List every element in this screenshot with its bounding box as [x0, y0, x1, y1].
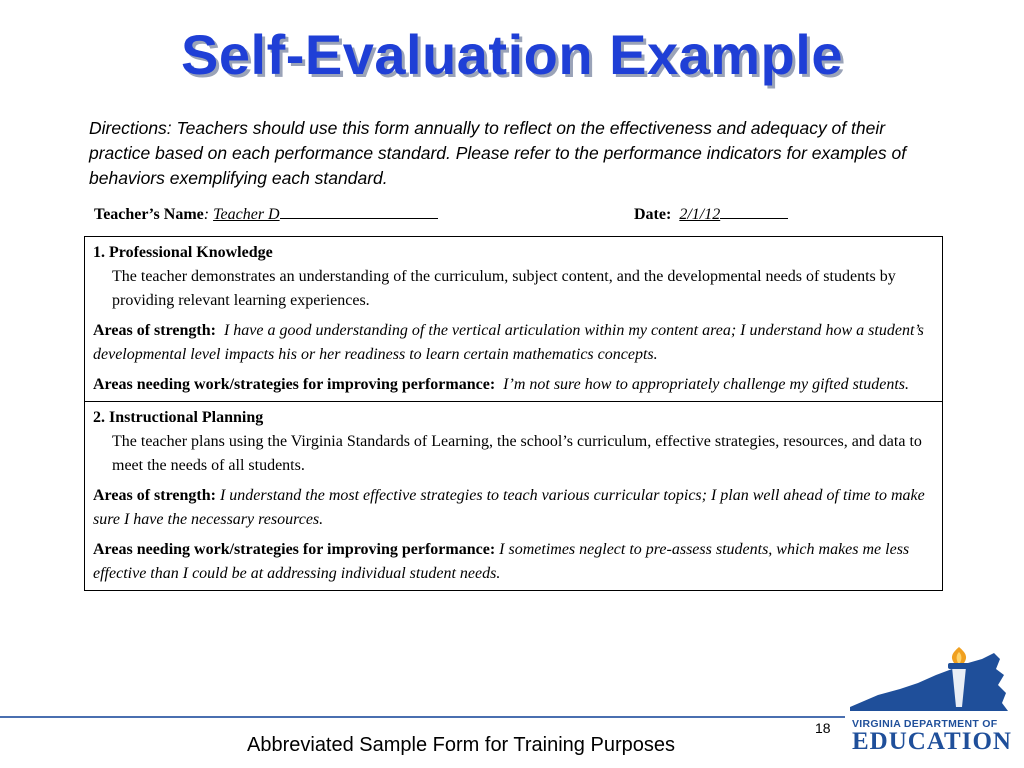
footer-rule — [0, 716, 845, 718]
directions-text: Directions: Teachers should use this form annually to reflect on the effectiveness and adequacy of their practice based on each performance standard. Please refer to the performance indicators for examples of behaviors exemplifying each standard. — [89, 118, 907, 188]
section-description: The teacher plans using the Virginia Standards of Learning, the school’s curriculum, effective strategies, resources, and data to meet the needs of all students. — [112, 433, 922, 474]
teacher-name-label: Teacher’s Name — [94, 206, 204, 223]
strength-label: Areas of strength: — [93, 322, 216, 339]
section-title: 2. Instructional Planning — [93, 409, 264, 426]
section-professional-knowledge — [85, 237, 942, 401]
section-description: The teacher demonstrates an understanding of the curriculum, subject content, and the developmental needs of students by providing relevant learning experiences. — [112, 268, 896, 309]
section-instructional-planning — [85, 401, 942, 590]
teacher-name-underline — [280, 204, 438, 219]
slide-title: Self-Evaluation Example — [181, 23, 843, 86]
needs-text: I sometimes neglect to pre-assess students, which makes me less effective than I could be at addressing individual student needs. — [93, 541, 910, 582]
date-value: 2/1/12 — [679, 206, 721, 223]
evaluation-form-table — [84, 236, 943, 591]
areas-of-strength — [93, 484, 934, 532]
teacher-name-field: Teacher’s Name: Teacher D — [94, 204, 438, 224]
date-field — [634, 204, 788, 224]
needs-label: Areas needing work/strategies for improving performance: — [93, 376, 496, 393]
areas-of-strength — [93, 319, 934, 367]
needs-label: Areas needing work/strategies for improving performance: — [93, 541, 496, 558]
logo-text-education: EDUCATION — [852, 728, 1012, 755]
section-title: 1. Professional Knowledge — [93, 244, 273, 261]
areas-needing-work — [93, 373, 934, 397]
page-number: 18 — [815, 720, 831, 736]
strength-text: I understand the most effective strategies to teach various curricular topics; I plan well ahead of time to make sure I have the necessary resources. — [93, 487, 925, 528]
areas-needing-work — [93, 538, 934, 586]
needs-text: I’m not sure how to appropriately challenge my gifted students. — [503, 376, 910, 393]
teacher-name-value: Teacher D — [213, 206, 280, 223]
date-label: Date: — [634, 206, 672, 223]
footer-caption: Abbreviated Sample Form for Training Purposes — [247, 734, 675, 756]
logo-text-department: VIRGINIA DEPARTMENT OF — [852, 718, 998, 730]
strength-label: Areas of strength: — [93, 487, 216, 504]
strength-text: I have a good understanding of the vertical articulation within my content area; I understand how a student’s developmental level impacts his or her readiness to learn certain mathematics concepts. — [93, 322, 924, 363]
date-underline — [720, 204, 788, 219]
